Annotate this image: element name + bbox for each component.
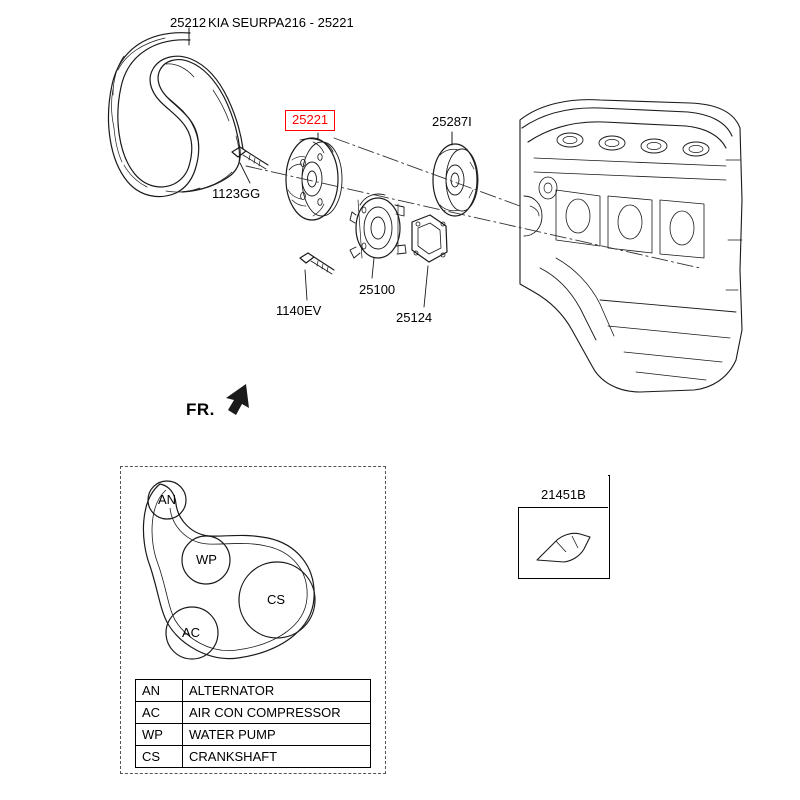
- tool-label: 21451B: [541, 487, 586, 502]
- callout-1123gg: 1123GG: [212, 186, 261, 201]
- callout-25124: 25124: [396, 310, 433, 325]
- callout-25212: 25212: [170, 15, 207, 30]
- callout-25100: 25100: [359, 282, 396, 297]
- legend-name: CRANKSHAFT: [183, 746, 371, 768]
- callout-25221-highlight: 25221: [285, 110, 335, 131]
- pulley-label-an: AN: [158, 492, 177, 507]
- pulley-label-wp: WP: [196, 552, 217, 567]
- diagram-title: KIA SEURPA216 - 25221: [208, 15, 354, 30]
- legend-code: WP: [136, 724, 183, 746]
- callout-1140ev: 1140EV: [276, 303, 322, 318]
- legend-code: AC: [136, 702, 183, 724]
- orientation-marker-label: FR.: [186, 400, 215, 419]
- legend-code: AN: [136, 680, 183, 702]
- legend-name: AIR CON COMPRESSOR: [183, 702, 371, 724]
- pulley-label-ac: AC: [182, 625, 201, 640]
- callout-25287i: 25287I: [432, 114, 472, 129]
- legend-name: WATER PUMP: [183, 724, 371, 746]
- legend-name: ALTERNATOR: [183, 680, 371, 702]
- pulley-label-cs: CS: [267, 592, 286, 607]
- legend-code: CS: [136, 746, 183, 768]
